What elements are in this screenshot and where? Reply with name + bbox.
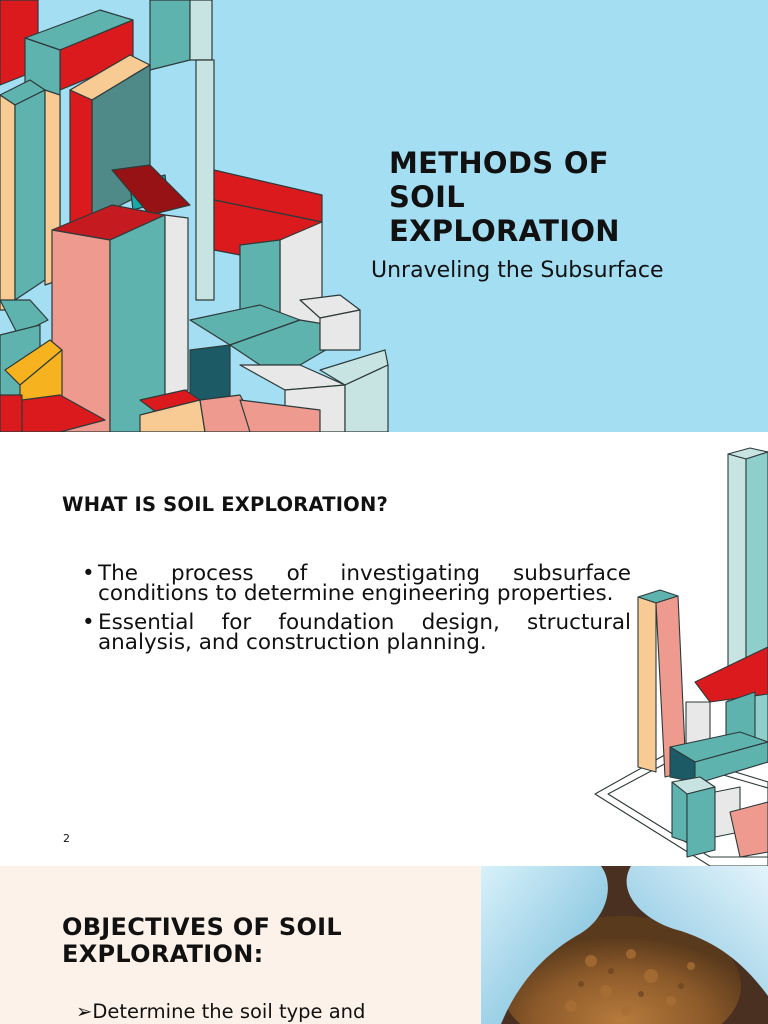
presentation-subtitle: Unraveling the Subsurface <box>371 258 664 283</box>
isometric-blocks-illustration <box>0 0 400 432</box>
isometric-blocks-illustration <box>590 432 768 866</box>
arrow-bullet-icon: ➢ <box>76 1000 93 1023</box>
slide-heading: WHAT IS SOIL EXPLORATION? <box>62 493 388 516</box>
page-number: 2 <box>63 832 70 845</box>
definition-slide <box>0 432 768 866</box>
gloved-hands-soil-photo <box>481 866 768 1024</box>
title-line: SOIL <box>389 180 466 214</box>
bullet-item <box>82 561 631 606</box>
bullet-list <box>82 561 631 662</box>
objective-text: Determine the soil type and <box>92 1000 366 1023</box>
bullet-text: The process of investigating subsurface conditions to determine engineering properties. <box>98 561 631 606</box>
bullet-item <box>82 610 631 655</box>
bullet-text: Essential for foundation design, structural analysis, and construction planning. <box>98 610 631 655</box>
presentation-title <box>389 146 719 248</box>
slide-heading <box>62 914 442 968</box>
title-slide <box>0 0 768 432</box>
heading-line: OBJECTIVES OF SOIL <box>62 913 343 941</box>
title-line: EXPLORATION <box>389 214 620 248</box>
bullet-dot: • <box>82 561 95 586</box>
bullet-dot: • <box>82 610 95 635</box>
objective-item <box>76 1000 365 1023</box>
heading-line: EXPLORATION: <box>62 940 264 968</box>
title-line: METHODS OF <box>389 146 609 180</box>
objectives-slide <box>0 866 768 1024</box>
